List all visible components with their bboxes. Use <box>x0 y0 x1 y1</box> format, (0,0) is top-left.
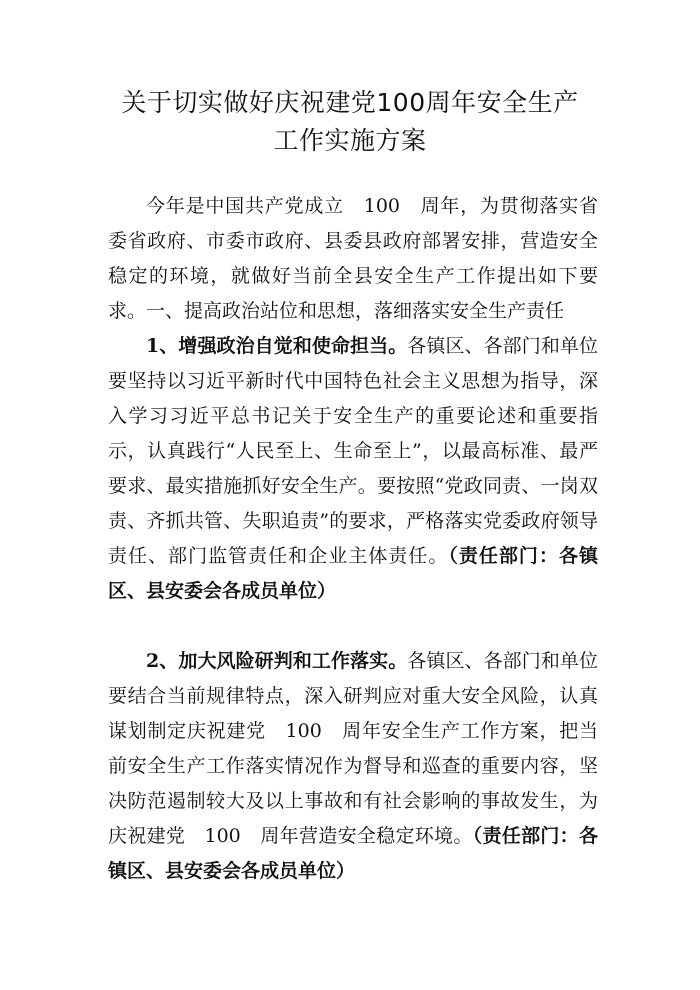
item-2-paragraph <box>108 644 598 889</box>
intro-paragraph: 今年是中国共产党成立 100 周年，为贯彻落实省委省政府、市委市政府、县委县政府部署安排，营造安全稳定的环境，就做好当前全县安全生产工作提出如下要求。 <box>108 195 598 322</box>
document-title-line-2: 工作实施方案 <box>273 126 427 155</box>
document-title-line-1: 关于切实做好庆祝建党100周年安全生产 <box>121 88 579 117</box>
item-2-body: 各镇区、各部门和单位要结合当前规律特点，深入研判应对重大安全风险，认真谋划制定庆祝建党 100 周年安全生产工作方案，把当前安全生产工作落实情况作为督导和巡查的重要内容，坚决防范遏制较大及以上事故和有社会影响的事故发生，为庆祝建党 100 周年营造安全稳定环境。 <box>108 650 598 847</box>
section-1-heading: 一、提高政治站位和思想，落细落实安全生产责任 <box>146 300 565 322</box>
item-1-responsibility: （责任部门：各镇区、县安委会各成员单位） <box>108 545 598 602</box>
item-2-responsibility: （责任部门：各镇区、县安委会各成员单位） <box>108 825 598 882</box>
item-1-body: 各镇区、各部门和单位要坚持以习近平新时代中国特色社会主义思想为指导，深入学习习近平总书记关于安全生产的重要论述和重要指示，认真践行“人民至上、生命至上”，以最高标准、最严要求、最实措施抓好安全生产。要按照“党政同责、一岗双责、齐抓共管、失职追责”的要求，严格落实党委政府领导责任、部门监管责任和企业主体责任。 <box>108 335 598 567</box>
item-1-lead: 1、增强政治自觉和使命担当。 <box>146 335 408 357</box>
item-2-lead: 2、加大风险研判和工作落实。 <box>146 650 408 672</box>
item-1-paragraph <box>108 329 598 609</box>
